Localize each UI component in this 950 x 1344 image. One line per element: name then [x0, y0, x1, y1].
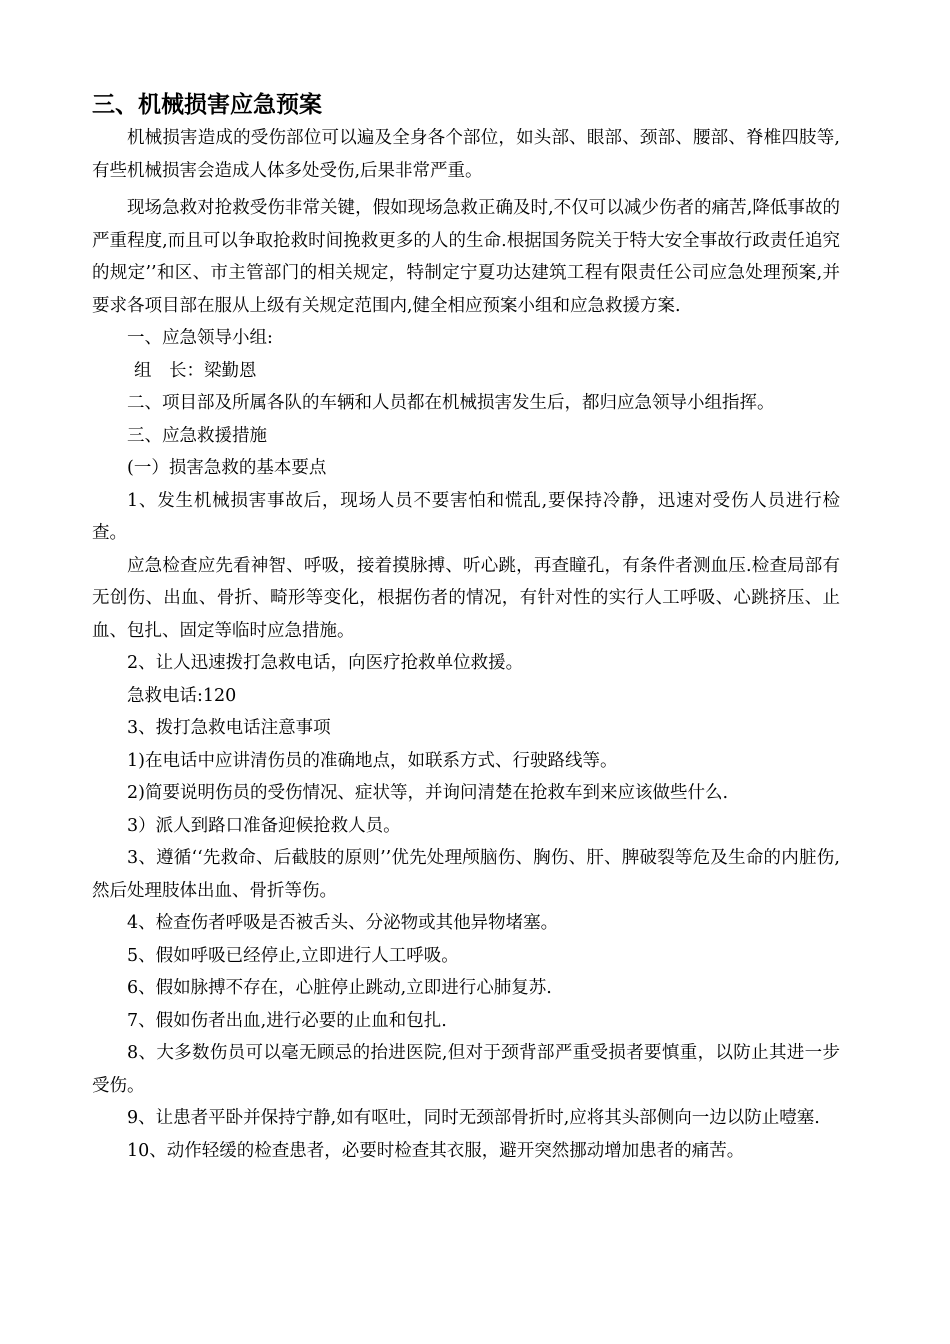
sub-list-item: 2)简要说明伤员的受伤情况、症状等，并询问清楚在抢救车到来应该做些什么.: [127, 783, 729, 803]
heading-leadership-group: 一、应急领导小组:: [127, 328, 273, 348]
emergency-phone: 急救电话:120: [127, 685, 237, 706]
list-item: 9、让患者平卧并保持宁静,如有呕吐，同时无颈部骨折时,应将其头部侧向一边以防止噎塞.: [127, 1108, 820, 1128]
sub-list-item: 3）派人到路口准备迎候抢救人员。: [127, 815, 401, 836]
list-item: 10、动作轻缓的检查患者，必要时检查其衣服，避开突然挪动增加患者的痛苦。: [127, 1140, 745, 1161]
list-item: 8、大多数伤员可以毫无顾忌的抬进医院,但对于颈背部严重受损者要慎重，以防止其进一步受伤。: [92, 1043, 840, 1096]
list-item: 3、遵循‘‘先救命、后截肢的原则’’优先处理颅脑伤、胸伤、肝、脾破裂等危及生命的内脏伤,然后处理肢体出血、骨折等伤。: [92, 848, 840, 901]
list-item: 6、假如脉搏不存在，心脏停止跳动,立即进行心肺复苏.: [127, 978, 552, 998]
group-leader: 组 长：梁勤恩: [134, 360, 257, 381]
list-item: 5、假如呼吸已经停止,立即进行人工呼吸。: [127, 945, 459, 966]
list-item: 4、检查伤者呼吸是否被舌头、分泌物或其他异物堵塞。: [127, 913, 559, 933]
list-item: 3、拨打急救电话注意事项: [127, 718, 331, 738]
paragraph-command: 二、项目部及所属各队的车辆和人员都在机械损害发生后，都归应急领导小组指挥。: [127, 393, 775, 413]
heading-basic-points: (一）损害急救的基本要点: [127, 458, 327, 478]
paragraph-first-aid-importance: 现场急救对抢救受伤非常关键，假如现场急救正确及时,不仅可以减少伤者的痛苦,降低事故的严重程度,而且可以争取抢救时间挽救更多的人的生命.根据国务院关于特大安全事故行政责任追究的规定’’和区、市主管部门的相关规定，特制定宁夏功达建筑工程有限责任公司应急处理预案,并要求各项目部在服从上级有关规定范围内,健全相应预案小组和应急救援方案.: [92, 198, 840, 316]
document-page: [92, 88, 840, 1167]
list-item: 2、让人迅速拨打急救电话，向医疗抢救单位救援。: [127, 653, 524, 673]
paragraph-injury-scope: 机械损害造成的受伤部位可以遍及全身各个部位，如头部、眼部、颈部、腰部、脊椎四肢等,有些机械损害会造成人体多处受伤,后果非常严重。: [92, 128, 840, 181]
heading-rescue-measures: 三、应急救援措施: [127, 425, 267, 446]
page-title: 三、机械损害应急预案: [92, 92, 322, 118]
list-item: 7、假如伤者出血,进行必要的止血和包扎.: [127, 1010, 447, 1031]
paragraph-emergency-check: 应急检查应先看神智、呼吸，接着摸脉搏、听心跳，再查瞳孔，有条件者测血压.检查局部有无创伤、出血、骨折、畸形等变化，根据伤者的情况，有针对性的实行人工呼吸、心跳挤压、止血、包扎、固定等临时应急措施。: [92, 555, 840, 641]
sub-list-item: 1)在电话中应讲清伤员的准确地点，如联系方式、行驶路线等。: [127, 750, 618, 771]
list-item: 1、发生机械损害事故后，现场人员不要害怕和慌乱,要保持冷静，迅速对受伤人员进行检查。: [92, 490, 840, 543]
